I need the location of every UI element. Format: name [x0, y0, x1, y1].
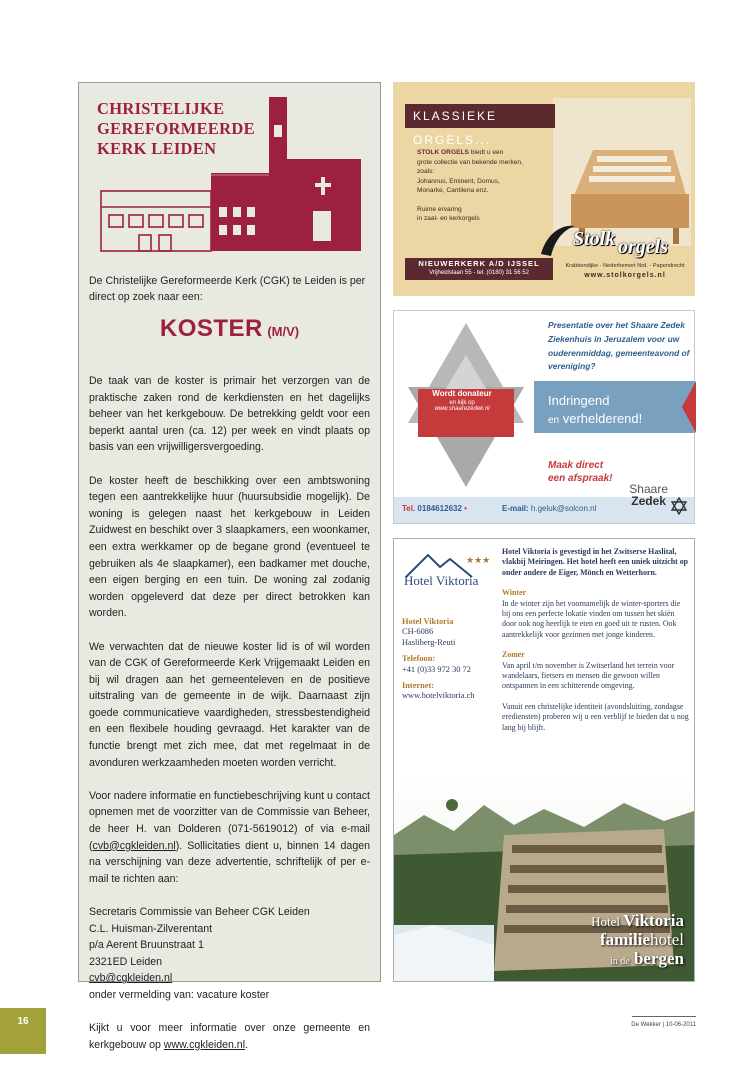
- church-ad-body: [89, 373, 370, 1053]
- job-description-paragraph: De taak van de koster is primair het verzorgen van de praktische zaken rond de kerkdiensten en het dagelijks beheer van het kerkgebouw. De betrekking geldt voor een beperkt aantal uren (ca. 12) per week en vindt plaats op basis van een vrijwilligersvergoeding.: [89, 375, 370, 454]
- slogan-line-2: [548, 411, 642, 426]
- slogan-line-1: Indringend: [548, 393, 610, 408]
- stolk-orgels-logo: [533, 222, 693, 262]
- hotel-website: www.hotelviktoria.ch: [402, 691, 475, 701]
- organ-text-line: zoals:: [417, 168, 435, 175]
- slogan-word: verhelderend!: [562, 411, 643, 426]
- organ-brand-lead: STOLK ORGELS: [417, 149, 469, 156]
- winter-text: In de winter zijn het voornamelijk de winter-sporters die bij ons een perfecte lokatie vinden om tussen het skiën door ook nog heerlijk te eten en goed uit te rusten. Ook aantrekkelijk voor gezinnen met jonge kinderen.: [502, 598, 681, 639]
- church-title-line: KERK LEIDEN: [97, 139, 217, 158]
- church-intro-text: De Christelijke Gereformeerde Kerk (CGK) te Leiden is per direct op zoek naar een:: [89, 275, 366, 303]
- church-website-link[interactable]: www.cgkleiden.nl: [163, 1038, 246, 1051]
- internet-label: Internet:: [402, 681, 435, 691]
- closing-text: Vanuit een christelijke identiteit (avondsluiting, zondagse erediensten) proberen wij u een verblijf te bieden dat u nog lang bij blijft.: [502, 701, 689, 732]
- hotel-postal: CH-6086: [402, 627, 434, 637]
- logo-swoosh-icon: [537, 222, 577, 258]
- shaare-slogan-band: [534, 381, 695, 433]
- organ-banner: KLASSIEKE ORGELS...: [405, 104, 555, 128]
- address-note: onder vermelding van: vacature koster: [89, 988, 270, 1001]
- phone-label: Telefoon:: [402, 654, 436, 664]
- contact-paragraph: [89, 788, 370, 888]
- call-line-1: Maak direct: [548, 460, 604, 471]
- job-title-suffix: (M/V): [267, 324, 300, 339]
- logo-word-orgels: orgels: [618, 236, 668, 258]
- hotel-brand-overlay: [591, 911, 684, 972]
- page-number-box: [0, 1008, 46, 1054]
- organ-website: www.stolkorgels.nl: [584, 272, 666, 279]
- hotel-name: Hotel Viktoria: [402, 617, 454, 626]
- svg-text:★★★: ★★★: [466, 556, 491, 566]
- logo-word-stolk: Stolk: [573, 228, 616, 250]
- email-label: E-mail:: [502, 504, 529, 513]
- job-title-heading: [79, 315, 380, 343]
- contact-text-end: ). Sollicitaties dient u, binnen 14 dagen na verschijning van deze advertentie, schriftelijk of per e-mail te richten aan:: [89, 839, 370, 885]
- organ-text-line: Johannus, Eminent, Domus,: [417, 177, 500, 185]
- address-line: C.L. Huisman-Zilverentant: [89, 922, 213, 935]
- shaare-email: [502, 504, 596, 513]
- organ-text-line: biedt u een: [470, 149, 504, 156]
- address-line: Secretaris Commissie van Beheer CGK Leiden: [89, 906, 310, 918]
- brand-hotel2: hotel: [650, 930, 684, 949]
- winter-heading: Winter: [502, 588, 526, 598]
- address-block: [89, 904, 370, 1004]
- website-text-end: .: [245, 1038, 249, 1051]
- phone-label: Tel.: [402, 504, 416, 513]
- band-arrow-icon: [682, 381, 696, 433]
- organ-text-line: in zaal- en kerkorgels: [417, 215, 480, 222]
- organ-text-line: Monarke, Cantilena enz.: [417, 187, 489, 194]
- organ-text-line: grote collectie van bekende merken,: [417, 158, 523, 166]
- organ-description: [417, 148, 543, 224]
- summer-text: Van april t/m november is Zwitserland het terrein voor wandelaars, fietsers en mensen die gewoon willen ontspannen in een schitterende omgeving.: [502, 660, 675, 691]
- contact-text: Voor nadere informatie en functiebeschrijving kunt u contact opnemen met de voorzitter van de Commissie van Beheer, de heer H. van Dolderen (071-5619012) of via e-mail (: [89, 789, 370, 852]
- shaare-headline: Presentatie over het Shaare Zedek Ziekenhuis in Jeruzalem voor uw ouderenmiddag, gemeenteavond of vereniging?: [548, 320, 690, 372]
- job-title: KOSTER: [159, 315, 263, 342]
- organ-text-line: Ruime ervaring: [417, 205, 462, 213]
- address-email-link[interactable]: cvb@cgkleiden.nl: [89, 972, 173, 985]
- brand-viktoria: Viktoria: [623, 911, 684, 930]
- appointment-call: [548, 459, 612, 485]
- email-value: h.geluk@solcon.nl: [530, 504, 597, 513]
- donor-subtitle: en kijk op: [449, 400, 475, 406]
- website-paragraph: [89, 1020, 370, 1053]
- contact-email-link[interactable]: cvb@cgkleiden.nl: [92, 839, 176, 852]
- hotel-logo-text: Hotel Viktoria: [404, 573, 479, 588]
- requirements-paragraph: We verwachten dat de nieuwe koster lid is of wil worden van de CGK of Gereformeerde Kerk Vrijgemaakt Leiden en bij wil dragen aan het gemeenteleven en de positieve uitstraling van de gemeente in de wijk. Daarnaast zijn goede communicatieve vaardigheden, stressbestendigheid en een flexibele houding gevraagd. Het karakter van de functie brengt met zich mee, dat met regelmaat in de avonduren werkzaamheden moeten worden verricht.: [89, 640, 370, 769]
- hotel-contact-info: [402, 617, 502, 702]
- donor-title: Wordt donateur: [432, 389, 492, 398]
- shaare-zedek-ad: [393, 310, 695, 524]
- housing-paragraph: De koster heeft de beschikking over een ambtswoning tegen een aantrekkelijke huur (huursubsidie mogelijk). De woning is gelegen naast het kerkgebouw in Leiden Zuidwest en beschikt over 3 slaapkamers, een woonkamer, een extra werkkamer op de begane grond (eventueel te gebruiken als 4e slaapkamer), een badkamer met douche, een eigen berging en een tuin. De woning zal zodanig worden opgeleverd dat deze per direct betrokken kan worden.: [89, 474, 370, 620]
- hotel-town: Hasliberg-Reuti: [402, 637, 456, 647]
- shaare-zedek-logo: [629, 483, 668, 507]
- phone-value: 0184612632: [417, 504, 462, 513]
- shaare-emblem-icon: [670, 497, 688, 515]
- church-vacancy-ad: [78, 82, 381, 1051]
- donor-call: [414, 389, 510, 412]
- hotel-description: [502, 547, 690, 743]
- shaare-contact-bar: [394, 482, 694, 523]
- church-title-line: CHRISTELIJKE: [97, 99, 225, 118]
- donor-website: www.shaarezedek.nl: [434, 406, 490, 412]
- page-number: 16: [17, 1016, 29, 1027]
- logo-word-shaare: Shaare: [629, 482, 668, 496]
- website-text: Kijkt u voor meer informatie over onze gemeente en kerkgebouw op: [89, 1022, 370, 1051]
- hotel-phone: +41 (0)33 972 30 72: [402, 664, 471, 674]
- brand-hotel: Hotel: [591, 914, 620, 929]
- organ-address: Vrijheidslaan 55 - tel. (0180) 31 56 52: [429, 270, 529, 276]
- summer-heading: Zomer: [502, 650, 525, 660]
- brand-bergen: bergen: [633, 949, 684, 968]
- church-header: [79, 83, 380, 263]
- hotel-lead: Hotel Viktoria is gevestigd in het Zwitserse Haslital, vlakbij Meiringen. Het hotel heeft een uniek uitzicht op onder andere de Eiger, Mönch en Wetterhorn.: [502, 547, 689, 577]
- footer-rule: [632, 1016, 696, 1017]
- bullet: •: [464, 504, 467, 513]
- logo-word-zedek: Zedek: [631, 494, 666, 508]
- slogan-en: en: [548, 415, 560, 426]
- organ-footer-branches: [558, 262, 692, 281]
- organ-location: NIEUWERKERK A/D IJSSEL: [418, 259, 540, 268]
- address-line: p/a Aerent Bruunstraat 1: [89, 939, 204, 952]
- call-line-2: een afspraak!: [548, 473, 613, 484]
- church-title-line: GEREFORMEERDE: [97, 119, 255, 138]
- hotel-viktoria-ad: [393, 538, 695, 982]
- church-name-title: [97, 99, 255, 159]
- organ-branches: Krabbendijke - Nederhemert Nrd. - Papendrecht: [565, 263, 685, 269]
- publication-credit: De Wekker | 10-06-2011: [631, 1022, 696, 1028]
- brand-familie: familie: [599, 930, 650, 949]
- organ-footer-address: [405, 258, 553, 280]
- shaare-phone: [402, 504, 467, 513]
- brand-in-de: in de: [609, 956, 630, 967]
- address-line: 2321ED Leiden: [89, 955, 163, 968]
- organ-ad: [393, 82, 695, 296]
